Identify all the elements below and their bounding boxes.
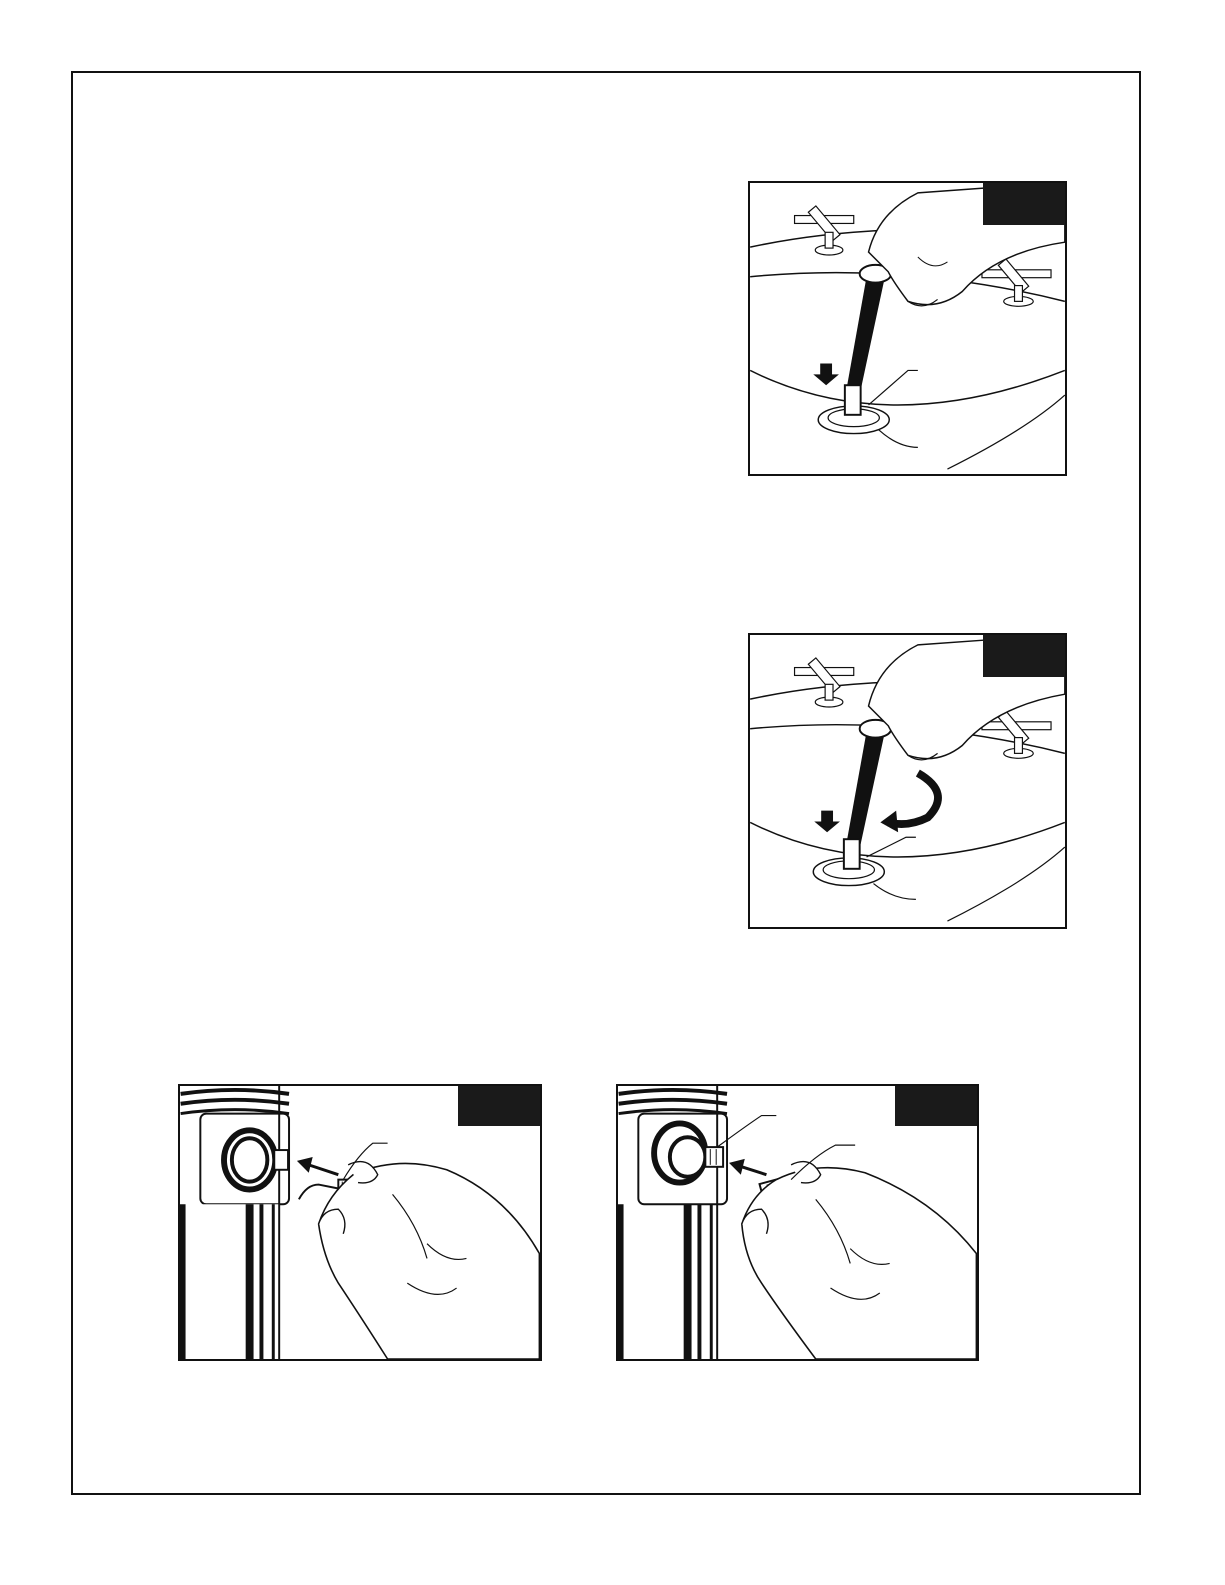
down-arrow-icon: [813, 364, 839, 386]
faucet-handle-left: [795, 658, 854, 707]
sink-illustration: [750, 635, 1065, 927]
insert-arrow-icon: [742, 1167, 767, 1175]
callout-line-flange: [873, 884, 915, 900]
figure-drain-tool-press: [748, 181, 1067, 476]
figure-number-tab: [983, 183, 1065, 225]
valve-illustration: [180, 1086, 540, 1359]
figure-number-tab: [458, 1086, 540, 1126]
hand: [742, 1168, 977, 1359]
drain-tool: [844, 720, 891, 869]
drain-tool: [845, 265, 891, 415]
valve-body: [619, 1086, 727, 1359]
sink-basin-curve: [947, 395, 1064, 469]
figure-drain-tool-rotate: [748, 633, 1067, 929]
sink-bowl-bottom: [750, 370, 1065, 405]
figure-number-tab: [983, 635, 1065, 677]
figure-insert-spring-seat: [178, 1084, 542, 1361]
callout-line-flange: [878, 430, 917, 448]
valve-illustration: [618, 1086, 977, 1359]
figure-number-tab: [895, 1086, 977, 1126]
insert-arrow-icon: [309, 1165, 339, 1175]
figure-insert-clip: [616, 1084, 979, 1361]
sink-illustration: [750, 183, 1065, 474]
hand: [319, 1163, 540, 1359]
down-arrow-icon: [814, 811, 840, 833]
callout-line-tool: [867, 837, 916, 857]
faucet-handle-left: [795, 206, 854, 255]
callout-line-tool: [869, 370, 918, 405]
valve-body: [181, 1086, 289, 1359]
